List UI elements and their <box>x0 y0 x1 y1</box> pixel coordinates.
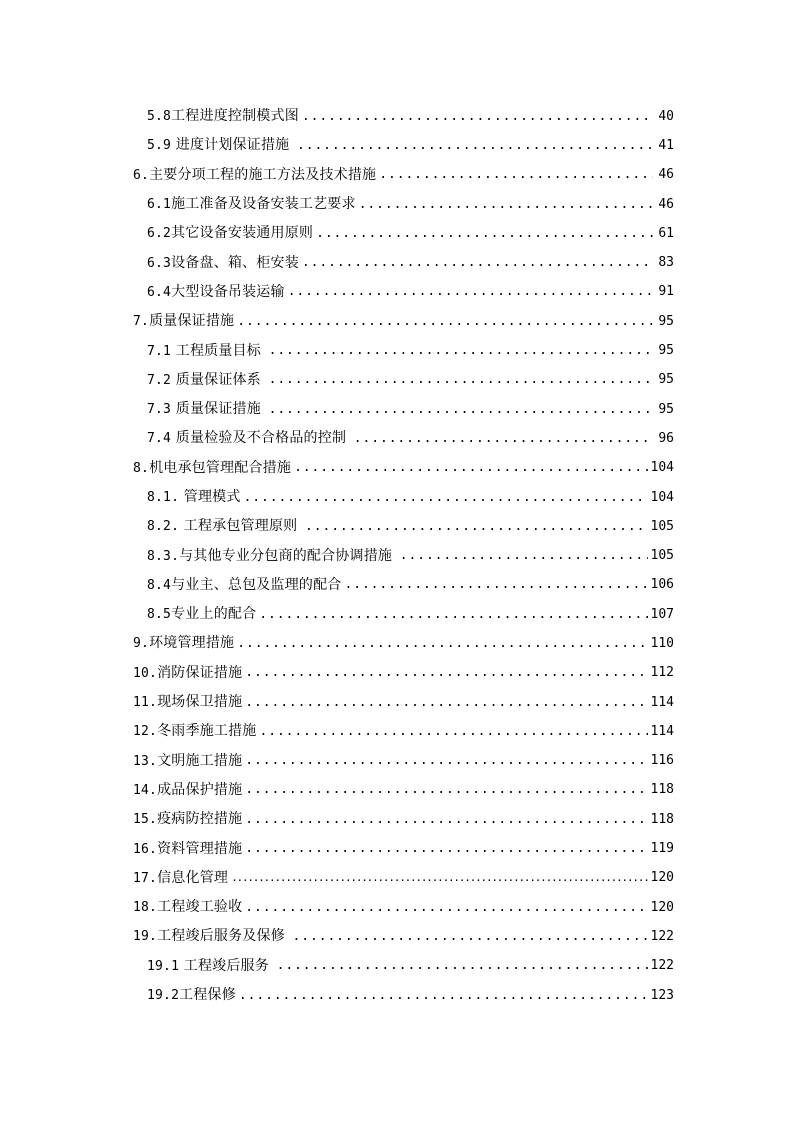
toc-entry[interactable] <box>0 541 794 570</box>
toc-dot-leader <box>293 927 648 947</box>
toc-entry-label <box>133 897 242 918</box>
toc-entry-number: 18. <box>133 900 158 916</box>
toc-entry-title: 机电承包管理配合措施 <box>149 459 292 476</box>
toc-entry-page-number: 95 <box>658 313 674 329</box>
toc-entry-page-number: 46 <box>658 196 674 212</box>
toc-entry-page-number: 122 <box>650 928 674 944</box>
toc-dot-leader <box>316 224 653 244</box>
toc-entry-line <box>133 663 674 684</box>
toc-entry-label <box>133 721 257 742</box>
toc-entry-line <box>147 487 674 508</box>
toc-entry-title: 成品保护措施 <box>157 781 243 798</box>
toc-entry-page-number: 118 <box>650 782 674 798</box>
toc-entry-line <box>147 341 674 362</box>
toc-dot-leader <box>231 868 647 888</box>
toc-entry-label <box>147 341 266 362</box>
toc-entry-label <box>147 546 397 567</box>
toc-entry-label <box>147 106 299 127</box>
toc-dot-leader <box>269 370 653 390</box>
toc-entry-title: 质量保证措施 <box>171 401 266 418</box>
toc-entry[interactable] <box>0 395 794 424</box>
table-of-contents <box>0 102 794 1010</box>
toc-entry-page-number: 110 <box>650 635 674 651</box>
toc-dot-leader <box>245 663 647 683</box>
toc-entry-page-number: 95 <box>658 401 674 417</box>
toc-entry-label <box>133 809 242 830</box>
toc-dot-leader <box>245 780 647 800</box>
toc-entry-label <box>133 839 242 860</box>
toc-entry-number: 8.5 <box>147 607 172 623</box>
toc-entry-page-number: 118 <box>650 811 674 827</box>
toc-entry-number: 5.8 <box>147 109 172 125</box>
toc-entry[interactable] <box>0 278 794 307</box>
toc-entry-title: 疫病防控措施 <box>157 811 243 828</box>
toc-entry-number: 12. <box>133 724 158 740</box>
toc-entry-label <box>147 282 285 303</box>
toc-dot-leader <box>302 107 653 127</box>
toc-dot-leader <box>237 312 653 332</box>
toc-entry-page-number: 116 <box>650 753 674 769</box>
toc-entry[interactable] <box>0 834 794 863</box>
toc-entry-label <box>133 926 290 947</box>
toc-entry-page-number: 123 <box>650 987 674 1003</box>
toc-entry-page-number: 46 <box>658 167 674 183</box>
toc-dot-leader <box>305 517 648 537</box>
toc-entry-label <box>133 311 234 332</box>
toc-dot-leader <box>354 429 653 449</box>
toc-entry-label <box>147 428 351 449</box>
toc-entry-page-number: 104 <box>650 460 674 476</box>
toc-entry-number: 10. <box>133 665 158 681</box>
toc-entry[interactable] <box>0 981 794 1010</box>
toc-dot-leader <box>288 282 653 302</box>
toc-entry-number: 7.1 <box>147 343 172 359</box>
toc-entry[interactable] <box>0 864 794 893</box>
toc-entry-line <box>147 253 674 274</box>
toc-entry-number: 16. <box>133 841 158 857</box>
toc-entry-number: 11. <box>133 695 158 711</box>
toc-dot-leader <box>269 400 653 420</box>
toc-entry[interactable] <box>0 366 794 395</box>
toc-entry[interactable] <box>0 659 794 688</box>
toc-entry-label <box>133 692 242 713</box>
toc-entry-label <box>133 868 228 889</box>
toc-entry-number: 6.3 <box>147 255 172 271</box>
toc-entry-title: 工程竣工验收 <box>157 899 243 916</box>
toc-entry-title: 主要分项工程的施工方法及技术措施 <box>149 166 377 183</box>
toc-entry-title: 冬雨季施工措施 <box>157 723 257 740</box>
toc-entry-label <box>147 516 302 537</box>
toc-entry-number: 8.3. <box>147 548 180 564</box>
toc-dot-leader <box>245 810 647 830</box>
toc-entry-number: 7. <box>133 314 150 330</box>
toc-entry-line <box>147 985 674 1006</box>
toc-entry-page-number: 105 <box>650 518 674 534</box>
toc-entry-line <box>147 106 674 127</box>
toc-entry-title: 与其他专业分包商的配合协调措施 <box>179 547 397 564</box>
toc-entry-page-number: 61 <box>658 225 674 241</box>
toc-entry-line <box>147 194 674 215</box>
toc-dot-leader <box>245 751 647 771</box>
toc-entry-line <box>133 926 674 947</box>
toc-entry-number: 9. <box>133 636 150 652</box>
toc-entry[interactable] <box>0 131 794 160</box>
toc-entry-title: 工程竣后服务及保修 <box>157 928 290 945</box>
toc-entry-title: 质量保证体系 <box>171 371 266 388</box>
toc-entry-line <box>133 721 674 742</box>
toc-entry-line <box>133 311 674 332</box>
toc-entry-label <box>147 399 266 420</box>
toc-entry[interactable] <box>0 307 794 336</box>
toc-entry[interactable] <box>0 512 794 541</box>
toc-entry-line <box>133 633 674 654</box>
toc-entry-title: 文明施工措施 <box>157 752 243 769</box>
toc-entry-title: 工程保修 <box>179 987 236 1004</box>
toc-entry-line <box>147 135 674 156</box>
toc-entry-title: 工程质量目标 <box>171 342 266 359</box>
toc-entry-number: 7.3 <box>147 402 172 418</box>
toc-dot-leader <box>244 488 648 508</box>
toc-entry-page-number: 107 <box>650 606 674 622</box>
toc-entry-page-number: 91 <box>658 284 674 300</box>
toc-entry-number: 13. <box>133 753 158 769</box>
toc-entry[interactable] <box>0 483 794 512</box>
toc-entry-page-number: 96 <box>658 430 674 446</box>
toc-entry[interactable] <box>0 190 794 219</box>
toc-entry-number: 8.1. <box>147 490 180 505</box>
toc-entry-number: 8. <box>133 460 150 476</box>
toc-entry-page-number: 40 <box>658 108 674 124</box>
toc-entry[interactable] <box>0 161 794 190</box>
toc-entry-line <box>133 692 674 713</box>
toc-entry-number: 19.1 <box>147 958 180 974</box>
toc-entry-line <box>133 868 674 889</box>
toc-entry-page-number: 119 <box>650 841 674 857</box>
toc-entry-line <box>147 516 674 537</box>
toc-entry-label <box>147 194 356 215</box>
toc-entry-line <box>133 458 674 479</box>
toc-entry-page-number: 112 <box>650 665 674 681</box>
toc-entry-title: 其它设备安装通用原则 <box>171 225 314 242</box>
toc-entry[interactable] <box>0 717 794 746</box>
toc-entry[interactable] <box>0 952 794 981</box>
toc-entry-title: 质量检验及不合格品的控制 <box>171 430 351 447</box>
toc-dot-leader <box>277 956 648 976</box>
toc-entry-label <box>147 604 256 625</box>
toc-dot-leader <box>259 605 647 625</box>
toc-entry-label <box>133 633 234 654</box>
toc-entry-line <box>147 575 674 596</box>
toc-entry[interactable] <box>0 805 794 834</box>
toc-entry-page-number: 120 <box>650 899 674 915</box>
toc-entry-title: 与业主、总包及监理的配合 <box>171 576 342 593</box>
toc-entry-label <box>147 253 299 274</box>
toc-entry-number: 7.4 <box>147 431 172 447</box>
toc-dot-leader <box>239 986 648 1006</box>
toc-dot-leader <box>345 575 648 595</box>
toc-entry-line <box>147 956 674 977</box>
toc-entry-page-number: 105 <box>650 548 674 564</box>
toc-entry-line <box>147 399 674 420</box>
toc-entry-line <box>133 839 674 860</box>
toc-dot-leader <box>245 839 647 859</box>
toc-entry-page-number: 120 <box>650 870 674 886</box>
toc-entry[interactable] <box>0 629 794 658</box>
toc-entry-title: 质量保证措施 <box>149 313 235 330</box>
toc-entry-number: 6. <box>133 167 150 183</box>
toc-entry-number: 6.2 <box>147 226 172 242</box>
toc-entry-line <box>133 780 674 801</box>
toc-entry-page-number: 41 <box>658 137 674 153</box>
toc-entry-label <box>133 780 242 801</box>
toc-entry-label <box>147 370 266 391</box>
toc-entry-number: 6.4 <box>147 284 172 300</box>
toc-entry-title: 环境管理措施 <box>149 635 235 652</box>
toc-entry-label <box>147 956 274 977</box>
toc-entry-number: 15. <box>133 812 158 828</box>
toc-entry-page-number: 122 <box>650 958 674 974</box>
toc-entry-line <box>147 282 674 303</box>
toc-entry-title: 消防保证措施 <box>157 664 243 681</box>
toc-entry-number: 8.2. <box>147 519 180 535</box>
toc-entry-title: 现场保卫措施 <box>157 694 243 711</box>
toc-entry-page-number: 95 <box>658 372 674 388</box>
toc-entry-number: 17. <box>133 870 158 886</box>
toc-dot-leader <box>400 546 648 566</box>
toc-entry-label <box>147 223 313 244</box>
toc-entry-line <box>133 809 674 830</box>
toc-entry-title: 进度计划保证措施 <box>171 137 294 154</box>
toc-dot-leader <box>237 634 647 654</box>
toc-entry-page-number: 83 <box>658 255 674 271</box>
toc-dot-leader <box>294 458 647 478</box>
toc-entry-number: 8.4 <box>147 577 172 593</box>
toc-dot-leader <box>269 341 653 361</box>
toc-entry-line <box>147 604 674 625</box>
toc-entry-line <box>147 223 674 244</box>
toc-entry-line <box>147 370 674 391</box>
toc-entry-title: 管理模式 <box>179 489 241 505</box>
toc-entry-label <box>133 165 376 186</box>
toc-entry-number: 7.2 <box>147 372 172 388</box>
toc-entry-page-number: 114 <box>650 723 674 739</box>
toc-entry[interactable] <box>0 688 794 717</box>
toc-dot-leader <box>359 195 653 215</box>
toc-entry[interactable] <box>0 747 794 776</box>
toc-entry[interactable] <box>0 454 794 483</box>
toc-entry-number: 19. <box>133 929 158 945</box>
toc-entry-title: 设备盘、箱、柜安装 <box>171 254 299 271</box>
toc-entry-number: 6.1 <box>147 197 172 213</box>
toc-entry[interactable] <box>0 776 794 805</box>
toc-entry-label <box>147 487 241 508</box>
toc-entry-title: 信息化管理 <box>157 869 229 886</box>
toc-entry[interactable] <box>0 424 794 453</box>
toc-entry-title: 工程进度控制模式图 <box>171 108 299 125</box>
toc-dot-leader <box>379 165 653 185</box>
toc-entry-number: 19.2 <box>147 988 180 1004</box>
toc-entry-line <box>133 751 674 772</box>
toc-entry-line <box>147 546 674 567</box>
toc-entry-label <box>147 575 342 596</box>
toc-entry-line <box>133 897 674 918</box>
toc-entry-title: 大型设备吊装运输 <box>171 283 285 300</box>
toc-dot-leader <box>297 136 653 156</box>
toc-entry-label <box>133 751 242 772</box>
toc-entry-page-number: 95 <box>658 343 674 359</box>
toc-dot-leader <box>245 693 647 713</box>
toc-entry-page-number: 104 <box>650 489 674 505</box>
toc-entry-label <box>147 135 294 156</box>
toc-entry-title: 施工准备及设备安装工艺要求 <box>171 196 356 213</box>
toc-entry-label <box>133 663 242 684</box>
toc-entry[interactable] <box>0 219 794 248</box>
toc-entry-label <box>147 985 236 1006</box>
toc-entry-title: 资料管理措施 <box>157 840 243 857</box>
toc-entry-line <box>147 428 674 449</box>
toc-entry-line <box>133 165 674 186</box>
toc-entry-number: 5.9 <box>147 138 172 154</box>
toc-dot-leader <box>260 722 648 742</box>
toc-entry-title: 专业上的配合 <box>171 606 257 623</box>
toc-entry[interactable] <box>0 336 794 365</box>
toc-entry-title: 工程竣后服务 <box>179 957 274 974</box>
toc-entry[interactable] <box>0 600 794 629</box>
toc-entry-page-number: 114 <box>650 694 674 710</box>
toc-entry[interactable] <box>0 922 794 951</box>
toc-entry-title: 工程承包管理原则 <box>179 518 303 535</box>
toc-entry[interactable] <box>0 893 794 922</box>
toc-dot-leader <box>245 898 647 918</box>
toc-entry-number: 14. <box>133 782 158 798</box>
toc-entry[interactable] <box>0 102 794 131</box>
toc-entry-page-number: 106 <box>650 577 674 593</box>
toc-dot-leader <box>302 253 653 273</box>
toc-entry[interactable] <box>0 571 794 600</box>
toc-entry-label <box>133 458 291 479</box>
toc-entry[interactable] <box>0 248 794 277</box>
